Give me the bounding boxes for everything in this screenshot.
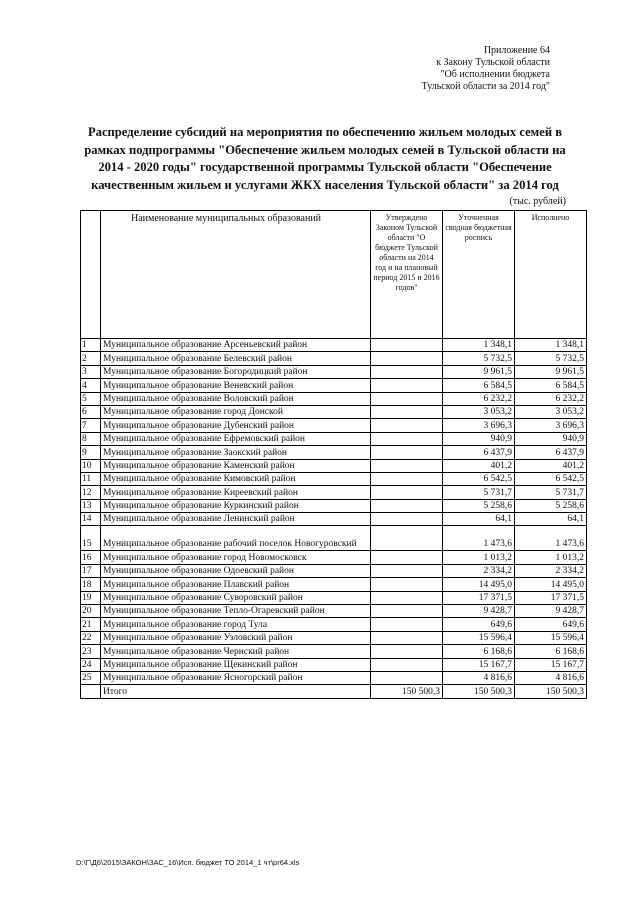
row-number: 25 [81,671,101,684]
table-row [81,446,587,459]
row-executed: 1 013,2 [515,551,587,564]
row-number: 7 [81,419,101,432]
row-name: Муниципальное образование Щекинский район [101,658,371,671]
row-revised: 1 348,1 [443,339,515,352]
row-name: Муниципальное образование Воловский район [101,392,371,405]
row-executed: 401,2 [515,459,587,472]
table-row [81,605,587,618]
row-approved [371,658,443,671]
table-row [81,618,587,631]
row-name: Муниципальное образование Куркинский район [101,499,371,512]
row-executed: 3 696,3 [515,419,587,432]
table-row [81,658,587,671]
table-row [81,671,587,684]
header-revised: Уточненная сводная бюджетная роспись [443,211,515,339]
row-number: 23 [81,645,101,658]
row-revised: 64,1 [443,513,515,526]
row-revised: 649,6 [443,618,515,631]
row-name: Муниципальное образование Чернский район [101,645,371,658]
row-executed: 940,9 [515,432,587,445]
row-name: Муниципальное образование Каменский район [101,459,371,472]
row-number: 2 [81,352,101,365]
row-number: 17 [81,564,101,577]
row-number: 14 [81,513,101,526]
table-row [81,339,587,352]
row-revised: 4 816,6 [443,671,515,684]
row-revised: 3 053,2 [443,405,515,418]
row-revised: 17 371,5 [443,591,515,604]
row-name: Муниципальное образование Белевский район [101,352,371,365]
row-revised: 6 542,5 [443,472,515,485]
row-name: Муниципальное образование Плавский район [101,578,371,591]
table-row [81,591,587,604]
row-approved [371,605,443,618]
table-row [81,631,587,644]
total-label: Итого [101,685,371,698]
row-executed: 6 168,6 [515,645,587,658]
row-name: Муниципальное образование Узловский район [101,631,371,644]
row-executed: 5 258,6 [515,499,587,512]
row-approved [371,365,443,378]
header-number [81,211,101,339]
table-row [81,551,587,564]
row-approved [371,526,443,551]
appendix-line-4: Тульской области за 2014 год" [421,81,550,92]
table-row [81,352,587,365]
appendix-header [422,45,550,93]
table-row [81,379,587,392]
row-approved [371,459,443,472]
row-approved [371,551,443,564]
row-number: 18 [81,578,101,591]
row-approved [371,671,443,684]
row-executed: 6 584,5 [515,379,587,392]
row-name: Муниципальное образование Одоевский район [101,564,371,577]
row-number: 10 [81,459,101,472]
table-row [81,499,587,512]
row-executed: 5 732,5 [515,352,587,365]
table-row [81,472,587,485]
row-name: Муниципальное образование Ефремовский район [101,432,371,445]
row-name: Муниципальное образование Арсеньевский район [101,339,371,352]
row-revised: 14 495,0 [443,578,515,591]
total-executed: 150 500,3 [515,685,587,698]
row-number: 3 [81,365,101,378]
row-revised: 5 731,7 [443,486,515,499]
row-executed: 6 232,2 [515,392,587,405]
row-number: 22 [81,631,101,644]
row-approved [371,446,443,459]
header-approved: Утверждено Законом Тульской области "О бюджете Тульской области на 2014 год и на плановый период 2015 и 2016 годов" [371,211,443,339]
table-header-row [81,211,587,339]
row-executed: 14 495,0 [515,578,587,591]
row-executed: 17 371,5 [515,591,587,604]
row-approved [371,591,443,604]
row-revised: 940,9 [443,432,515,445]
header-name: Наименование муниципальных образований [101,211,371,339]
row-approved [371,432,443,445]
row-number: 6 [81,405,101,418]
row-approved [371,631,443,644]
row-name: Муниципальное образование Богородицкий район [101,365,371,378]
table-row [81,392,587,405]
table-row [81,578,587,591]
row-number: 5 [81,392,101,405]
row-approved [371,392,443,405]
table-row [81,513,587,526]
row-revised: 9 428,7 [443,605,515,618]
row-approved [371,513,443,526]
row-executed: 6 542,5 [515,472,587,485]
row-name: Муниципальное образование Суворовский район [101,591,371,604]
row-number: 11 [81,472,101,485]
row-name: Муниципальное образование город Тула [101,618,371,631]
total-approved: 150 500,3 [371,685,443,698]
file-path-footer: D:\Г\Д6\2015\ЗАКОН\ЗАС_16\Исп. бюджет ТО 2014_1 чт\pr64.xls [76,858,300,867]
table-row [81,459,587,472]
row-number: 21 [81,618,101,631]
total-revised: 150 500,3 [443,685,515,698]
appendix-line-1: Приложение 64 [483,45,550,56]
row-number: 19 [81,591,101,604]
row-number: 24 [81,658,101,671]
row-executed: 1 473,6 [515,526,587,551]
subsidies-table [80,210,587,699]
row-revised: 2 334,2 [443,564,515,577]
row-approved [371,339,443,352]
document-title: Распределение субсидий на мероприятия по обеспечению жильем молодых семей в рамках подпрограммы "Обеспечение жильем молодых семей в Тульской области на 2014 - 2020 годы" государственной программы Тульской области "Обеспечение качественным жильем и услугами ЖКХ населения Тульской области" за 2014 год [84,125,566,192]
row-name: Муниципальное образование Кимовский район [101,472,371,485]
table-row [81,405,587,418]
row-revised: 1 013,2 [443,551,515,564]
row-executed: 4 816,6 [515,671,587,684]
row-revised: 6 168,6 [443,645,515,658]
row-name: Муниципальное образование город Донской [101,405,371,418]
row-executed: 6 437,9 [515,446,587,459]
table-body [81,339,587,699]
row-approved [371,564,443,577]
row-revised: 6 232,2 [443,392,515,405]
row-name: Муниципальное образование рабочий поселок Новогуровский [101,526,371,551]
row-number: 9 [81,446,101,459]
row-name: Муниципальное образование Киреевский район [101,486,371,499]
row-name: Муниципальное образование город Новомосковск [101,551,371,564]
appendix-line-2: к Закону Тульской области [436,57,550,68]
row-number: 16 [81,551,101,564]
row-executed: 2 334,2 [515,564,587,577]
row-executed: 9 428,7 [515,605,587,618]
row-number: 20 [81,605,101,618]
header-executed: Исполнено [515,211,587,339]
row-number: 4 [81,379,101,392]
row-executed: 64,1 [515,513,587,526]
table-row [81,564,587,577]
row-revised: 3 696,3 [443,419,515,432]
row-revised: 15 167,7 [443,658,515,671]
row-approved [371,352,443,365]
table-row [81,365,587,378]
table-row [81,486,587,499]
row-approved [371,486,443,499]
row-revised: 1 473,6 [443,526,515,551]
row-approved [371,618,443,631]
row-name: Муниципальное образование Тепло-Огаревский район [101,605,371,618]
row-executed: 5 731,7 [515,486,587,499]
row-executed: 649,6 [515,618,587,631]
row-number: 12 [81,486,101,499]
row-executed: 15 167,7 [515,658,587,671]
row-revised: 5 258,6 [443,499,515,512]
row-revised: 6 437,9 [443,446,515,459]
row-revised: 15 596,4 [443,631,515,644]
row-approved [371,379,443,392]
row-revised: 5 732,5 [443,352,515,365]
table-row [81,645,587,658]
row-approved [371,499,443,512]
total-number [81,685,101,698]
row-number: 1 [81,339,101,352]
units-label: (тыс. рублей) [509,196,566,207]
total-row [81,685,587,698]
row-revised: 6 584,5 [443,379,515,392]
row-revised: 401,2 [443,459,515,472]
row-executed: 15 596,4 [515,631,587,644]
row-approved [371,405,443,418]
row-approved [371,472,443,485]
row-executed: 1 348,1 [515,339,587,352]
row-name: Муниципальное образование Ленинский район [101,513,371,526]
row-name: Муниципальное образование Заокский район [101,446,371,459]
row-name: Муниципальное образование Ясногорский район [101,671,371,684]
row-executed: 9 961,5 [515,365,587,378]
row-name: Муниципальное образование Веневский район [101,379,371,392]
row-approved [371,578,443,591]
row-number: 13 [81,499,101,512]
row-name: Муниципальное образование Дубенский район [101,419,371,432]
row-revised: 9 961,5 [443,365,515,378]
row-executed: 3 053,2 [515,405,587,418]
row-approved [371,419,443,432]
table-row [81,419,587,432]
table-row [81,432,587,445]
row-number: 15 [81,526,101,551]
table-row [81,526,587,551]
row-number: 8 [81,432,101,445]
row-approved [371,645,443,658]
appendix-line-3: "Об исполнении бюджета [440,69,550,80]
